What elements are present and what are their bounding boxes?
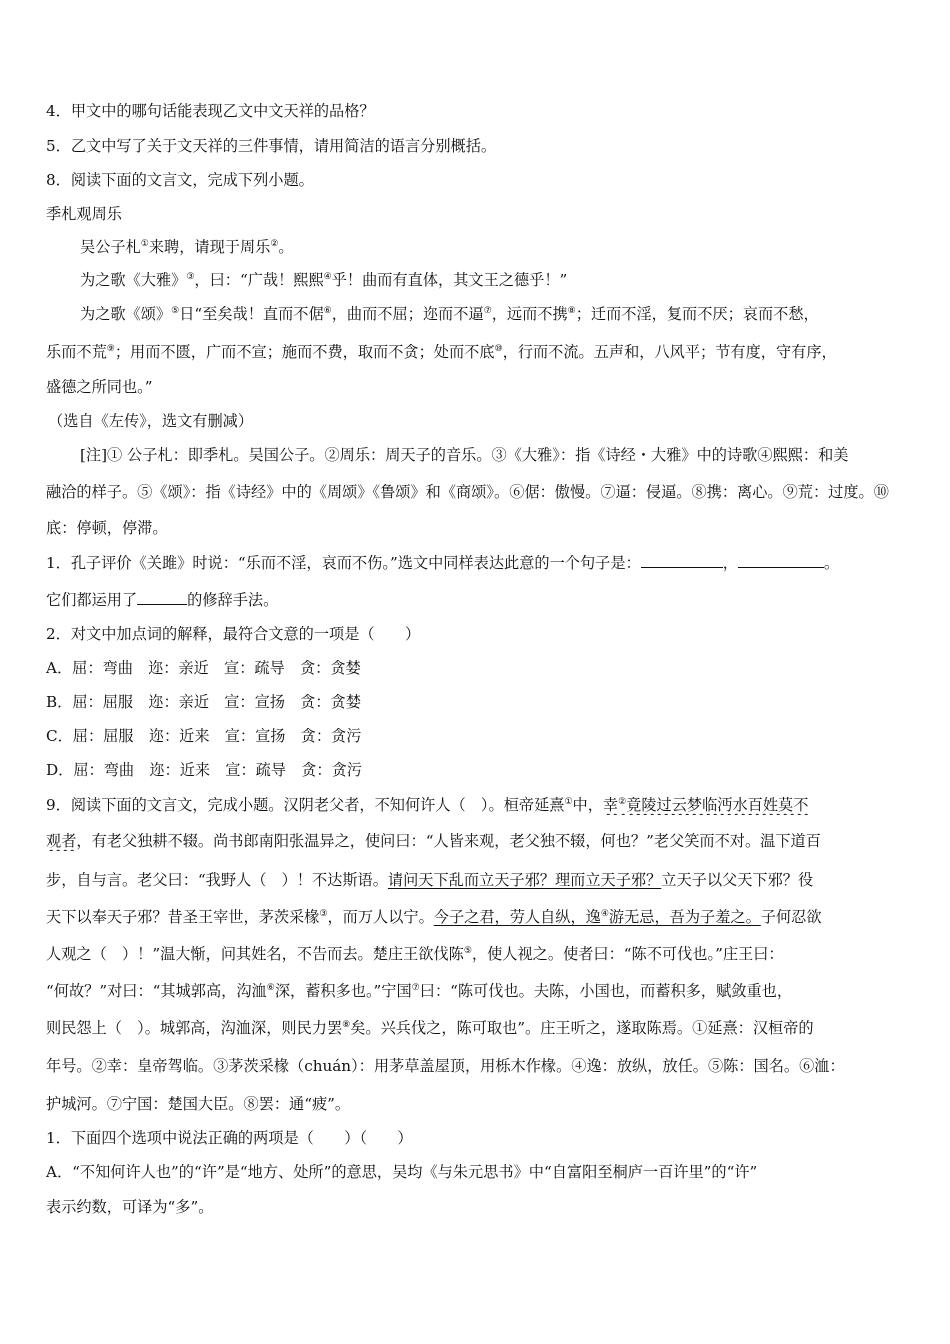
question-9-line-6: “何故？”对曰：“其城郭高，沟洫⑥深，蓄积多也。”宁国⑦曰：“陈可伐也。夫陈，小国也，而蓄积多，赋敛重也， (46, 982, 793, 1000)
question-4: 4．甲文中的哪句话能表现乙文中文天祥的品格？ (46, 102, 375, 120)
question-9-line-9: 护城河。⑦宁国：楚国大臣。⑧罢：通“疲”。 (46, 1095, 351, 1113)
option-a[interactable]: A．屈：弯曲 迩：亲近 宣：疏导 贪：贪婪 (46, 659, 361, 677)
question-9-line-7: 则民怨上（ ）。城郭高，沟洫深，则民力罢⑧矣。兴兵伐之，陈可取也”。庄王听之，遂取陈焉。①延熹：汉桓帝的 (46, 1019, 814, 1037)
question-9-line-3: 步，自与言。老父曰：“我野人（ ）！不达斯语。请问天下乱而立天子邪？理而立天子邪？立天子以父天下邪？役 (46, 871, 814, 889)
passage-line-1: 吴公子札①来聘，请现于周乐②。 (80, 238, 294, 256)
question-9-line-4: 天下以奉天子邪？昔圣王宰世，茅茨采椽③，而万人以宁。今子之君，劳人自纵，逸④游无忌，吾为子羞之。子何忍欲 (46, 908, 822, 926)
option-9-a-line-1: A．“不知何许人也”的“许”是“地方、处所”的意思，吴均《与朱元思书》中“自富阳至桐庐一百许里”的“许” (46, 1163, 758, 1181)
question-5: 5．乙文中写了关于文天祥的三件事情，请用简洁的语言分别概括。 (46, 137, 497, 155)
question-9-line-1: 9．阅读下面的文言文，完成小题。汉阴老父者，不知何许人（ ）。桓帝延熹①中，幸②竟陵过云梦临沔水百姓莫不 (46, 796, 809, 814)
passage-line-4: 乐而不荒⑨；用而不匮，广而不宣；施而不费，取而不贪；处而不底⑩，行而不流。五声和，八风平；节有度，守有序， (46, 343, 837, 361)
option-d[interactable]: D．屈：弯曲 迩：近来 宣：疏导 贪：贪污 (46, 761, 362, 779)
option-c[interactable]: C．屈：屈服 迩：近来 宣：宣扬 贪：贪污 (46, 727, 362, 745)
passage-line-3: 为之歌《颂》⑤日“至矣哉！直而不倨⑥，曲而不屈；迩而不逼⑦，远而不携⑧；迁而不淫，复而不厌；哀而不愁， (80, 305, 819, 323)
answer-blank-2[interactable] (738, 553, 824, 568)
question-9-line-5: 人观之（ ）！”温大惭，问其姓名，不告而去。楚庄王欲伐陈⑤，使人视之。使者曰：“陈不可伐也。”庄王曰： (46, 945, 784, 963)
sub-question-9-1: 1．下面四个选项中说法正确的两项是（ ）（ ） (46, 1129, 413, 1147)
option-9-a-line-2: 表示约数，可译为“多”。 (46, 1198, 214, 1216)
question-9-line-8: 年号。②幸：皇帝驾临。③茅茨采椽（chuán）：用茅草盖屋顶，用栎木作椽。④逸：放纵，放任。⑤陈：国名。⑥洫： (46, 1057, 845, 1075)
answer-blank-3[interactable] (137, 590, 187, 605)
passage-line-2: 为之歌《大雅》③，曰：“广哉！熙熙④乎！曲而有直体，其文王之德乎！” (80, 271, 568, 289)
sub-question-2: 2．对文中加点词的解释，最符合文意的一项是（ ） (46, 625, 421, 643)
underlined-sentence-2: 今子之君，劳人自纵，逸④游无忌，吾为子羞之。 (433, 908, 761, 926)
passage-title: 季札观周乐 (46, 205, 122, 223)
note-line-1: [注]① 公子札：即季札。吴国公子。②周乐：周天子的音乐。③《大雅》：指《诗经・大雅》中的诗歌④熙熙：和美 (80, 446, 849, 464)
answer-blank-1[interactable] (641, 553, 723, 568)
wavy-underlined-text: 幸②竟陵过云梦临沔水百姓莫不 (602, 796, 809, 814)
note-line-3: 底：停顿，停滞。 (46, 519, 168, 537)
passage-source: （选自《左传》，选文有删减） (48, 412, 254, 430)
sub-question-1: 1．孔子评价《关雎》时说：“乐而不淫，哀而不伤。”选文中同样表达此意的一个句子是： ， 。 (46, 554, 840, 572)
option-b[interactable]: B．屈：屈服 迩：亲近 宣：宣扬 贪：贪婪 (46, 693, 361, 711)
sub-question-1-cont: 它们都运用了 的修辞手法。 (46, 591, 279, 609)
note-line-2: 融洽的样子。⑤《颂》：指《诗经》中的《周颂》《鲁颂》和《商颂》。⑥倨：傲慢。⑦逼：侵逼。⑧携：离心。⑨荒：过度。⑩ (46, 483, 889, 501)
question-8: 8．阅读下面的文言文，完成下列小题。 (46, 171, 314, 189)
passage-line-5: 盛德之所同也。” (46, 378, 153, 396)
question-9-line-2: 观者，有老父独耕不辍。尚书郎南阳张温异之，使问曰：“人皆来观，老父独不辍，何也？”老父笑而不对。温下道百 (46, 832, 821, 850)
underlined-sentence-1: 请问天下乱而立天子邪？理而立天子邪？ (387, 871, 662, 889)
